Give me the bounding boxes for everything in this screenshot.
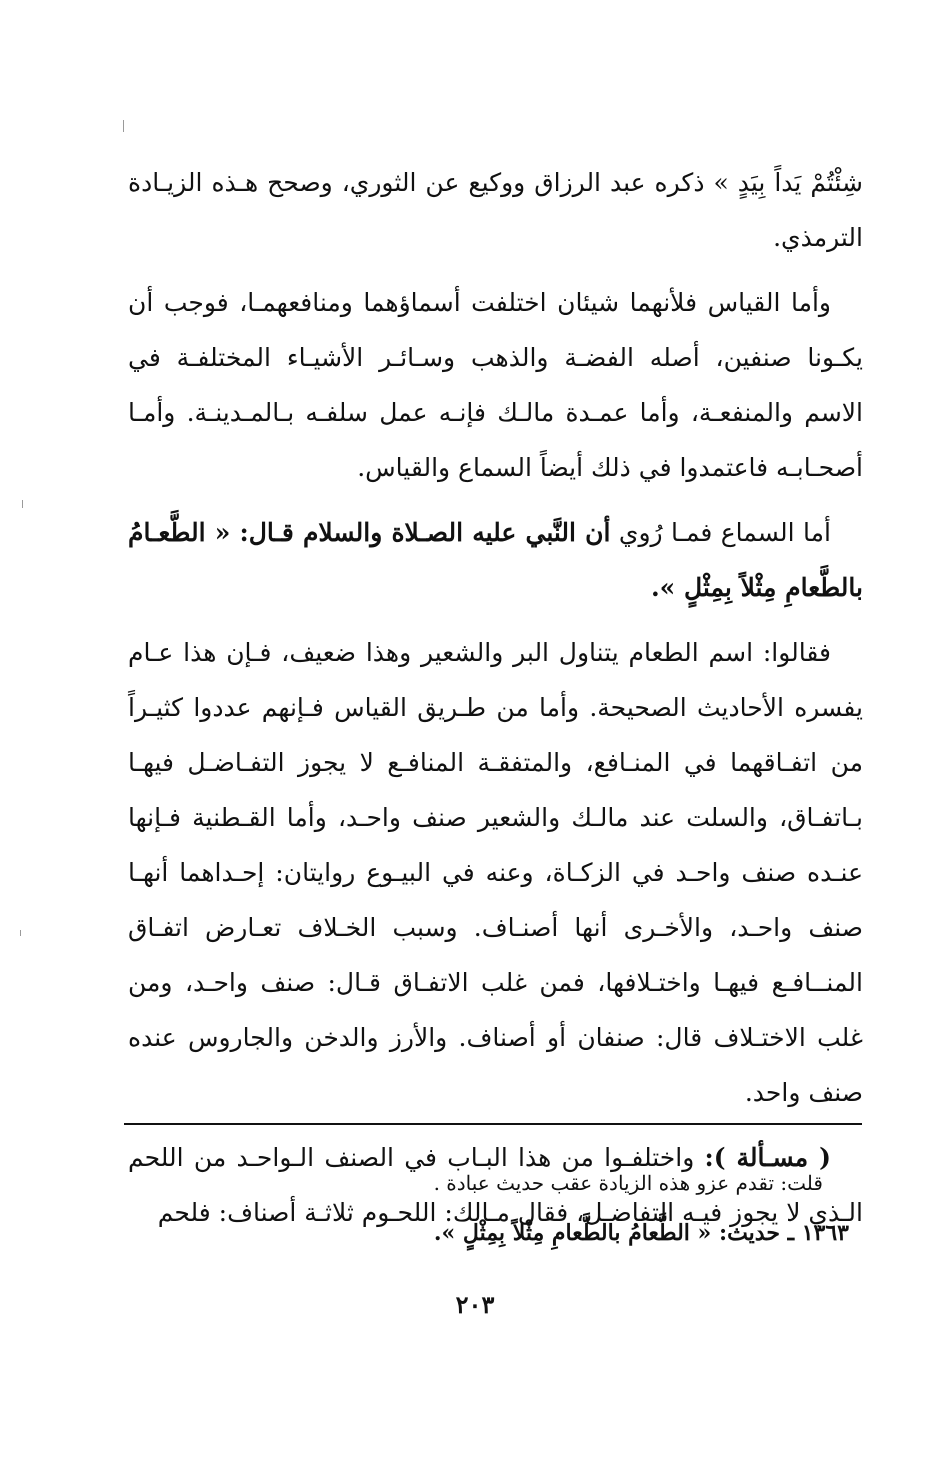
scan-speck xyxy=(20,930,21,936)
scan-speck xyxy=(22,500,23,508)
footnote-divider xyxy=(124,1123,862,1125)
scan-speck xyxy=(123,120,124,132)
paragraph-2: وأما القياس فلأنهما شيئان اختلفت أسماؤهما ومنافعهمـا، فوجب أن يكـونا صنفين، أصله الفضـة والذهب وسـائـر الأشيـاء المختلفـة في الاسم والمنفعـة، وأما عمـدة مالـك فإنـه عمل سلفـه بـالمـدينـة. وأمـا أصحـابـه فاعتمدوا في ذلك أيضاً السماع والقياس. xyxy=(128,288,863,482)
footnote-1: قلت: تقدم عزو هذه الزيادة عقب حديث عبادة . xyxy=(433,1171,823,1195)
footnotes-block xyxy=(128,1168,863,1268)
issue-heading: ( مسـألة ): xyxy=(704,1143,831,1172)
paragraph-1: شِئْتُمْ يَداً بِيَدٍ » ذكره عبد الرزاق ووكيع عن الثوري، وصحح هـذه الزيـادة الترمذي. xyxy=(128,168,863,252)
page-number: ٢٠٣ xyxy=(455,1290,495,1319)
paragraph-4: فقالوا: اسم الطعام يتناول البر والشعير وهذا ضعيف، فـإن هذا عـام يفسره الأحاديث الصحيحة. وأما من طـريق القياس فـإنهم عددوا كثيـراً من اتفـاقهما في المنـافع، والمتفقـة المنافـع لا يجوز التفـاضـل فيهـا بـاتفـاق، والسلت عند مالـك والشعير صنف واحـد، وأما القـطنية فـإنها عنـده صنف واحـد في الزكـاة، وعنه في البيـوع روايتان: إحـداهما أنهـا صنف واحـد، والأخـرى أنها أصنـاف. وسبب الخـلاف تعـارض اتفـاق المنــافـع فيهـا واختـلافها، فمن غلب الاتفـاق قـال: صنف واحـد، ومن غلب الاختـلاف قال: صنفان أو أصناف. والأرز والدخن والجاروس عنده صنف واحد. xyxy=(128,638,863,1107)
paragraph-3 xyxy=(128,505,863,615)
main-text-block xyxy=(128,155,863,1240)
hadith-quote: أن النَّبي عليه الصـلاة والسلام قـال: « الطَّعـامُ بالطَّعامِ مِثْلاً بِمِثْلٍ ». xyxy=(128,518,863,602)
footnote-2: ١٣٦٣ ـ حديث: « الطَّعامُ بالطَّعامِ مِثْلاً بِمِثْلٍ ». xyxy=(433,1220,849,1246)
paragraph-5-body: واختلفـوا من هذا البـاب في الصنف الـواحـد من اللحم الـذي لا يجوز فيـه التفاضـل، فقال مـالك: اللحـوم ثلاثـة أصناف: فلحم xyxy=(128,1143,863,1227)
paragraph-3-lead: أما السماع فمـا رُوي xyxy=(618,518,831,547)
